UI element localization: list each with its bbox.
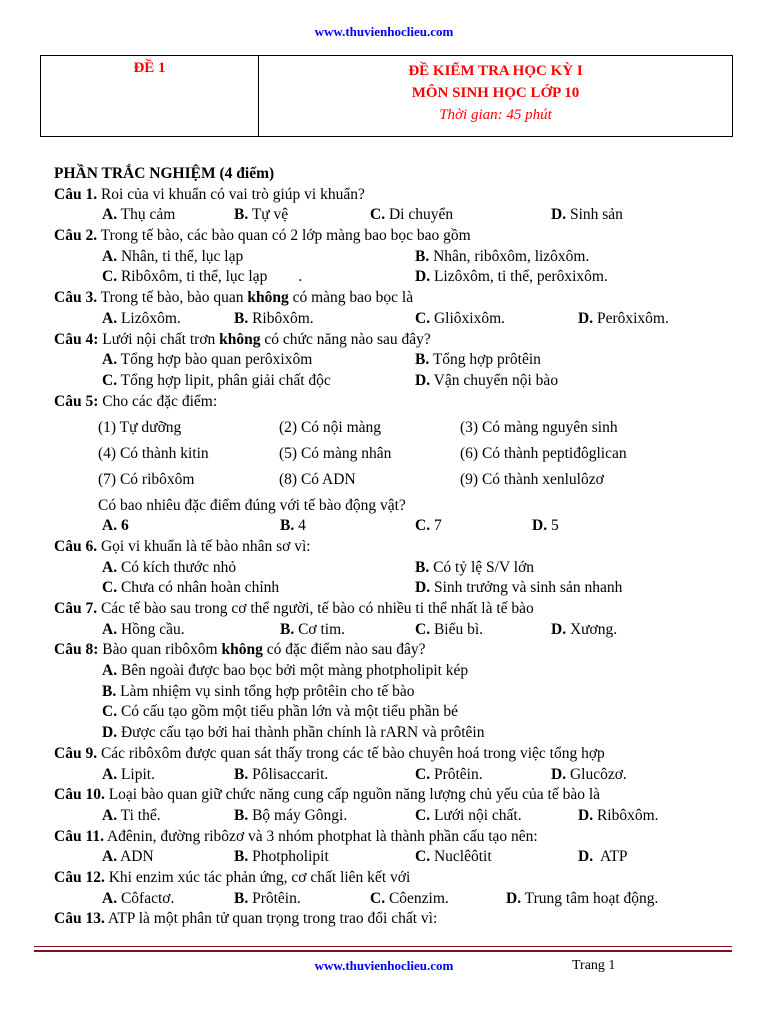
question-stem: Các ribôxôm được quan sát thấy trong các tế bào chuyên hoá trong việc tổng hợp	[97, 744, 605, 762]
exam-header-table	[40, 55, 733, 137]
feature-item: (2) Có nội màng	[279, 418, 382, 436]
options-row	[54, 516, 744, 537]
option-a: A. 6	[102, 517, 129, 535]
question-label: Câu 2.	[54, 227, 98, 245]
question-stem: Khi enzim xúc tác phản ứng, cơ chất liên kết với	[104, 868, 411, 886]
question-label: Câu 13.	[54, 910, 105, 928]
question-label: Câu 11.	[54, 827, 104, 845]
option-d: D. Perôxixôm.	[578, 309, 669, 327]
options-row	[54, 205, 744, 226]
option-a: A. Bên ngoài được bao bọc bởi một màng photpholipit kép	[102, 662, 469, 680]
options-row	[54, 723, 744, 744]
question-label: Câu 12.	[54, 868, 105, 886]
option-c: C. Nuclêôtit	[415, 848, 492, 866]
option-c: C. Chưa có nhân hoàn chỉnh	[102, 579, 280, 597]
option-a: A. Ti thể.	[102, 806, 161, 824]
option-d: D. Sinh sản	[551, 206, 623, 224]
options-row	[54, 620, 744, 641]
question-4	[54, 330, 744, 351]
question-13	[54, 909, 744, 930]
question-stem: ATP là một phân tử quan trọng trong trao đổi chất vì:	[104, 910, 438, 928]
option-b: B. Cơ tim.	[280, 620, 346, 638]
question-stem: Gọi vi khuẩn là tế bào nhân sơ vì:	[97, 537, 311, 555]
question-stem: Trong tế bào, các bào quan có 2 lớp màng bao bọc bao gồm	[97, 227, 471, 245]
question-1	[54, 185, 744, 206]
question-stem: Loại bào quan giữ chức năng cung cấp nguồn năng lượng chủ yếu của tế bào là	[104, 786, 601, 804]
question-6	[54, 537, 744, 558]
option-b: B. Làm nhiệm vụ sinh tổng hợp prôtêin cho tế bào	[102, 682, 415, 700]
option-b: B. Nhân, ribôxôm, lizôxôm.	[415, 247, 590, 265]
feature-item: (1) Tự dưỡng	[98, 418, 182, 436]
option-c: C. Côenzim.	[370, 889, 449, 907]
option-b: B. Tự vệ	[234, 206, 289, 224]
question-stem: Bào quan ribôxôm	[98, 641, 222, 659]
question-stem: có đặc điểm nào sau đây?	[262, 641, 426, 659]
question-stem: Cho các đặc điểm:	[98, 392, 218, 410]
option-c: C. Di chuyển	[370, 206, 454, 224]
options-row	[54, 267, 744, 288]
page-number: Trang 1	[572, 958, 616, 973]
exam-code: ĐỀ 1	[41, 56, 259, 137]
feature-item: (3) Có màng nguyên sinh	[460, 418, 618, 436]
feature-item: (6) Có thành peptiđôglican	[460, 444, 627, 462]
option-c: C. 7	[415, 517, 442, 535]
feature-row	[54, 444, 744, 470]
option-a: A. Thụ cảm	[102, 206, 176, 224]
option-c: C. Ribôxôm, ti thể, lục lạp .	[102, 268, 303, 286]
options-row	[54, 350, 744, 371]
question-keyword: không	[247, 289, 289, 307]
options-row	[54, 702, 744, 723]
exam-time: Thời gian: 45 phút	[439, 107, 552, 123]
option-d: D. Vận chuyển nội bào	[415, 371, 559, 389]
feature-row	[54, 418, 744, 444]
exam-title-cell	[259, 56, 733, 137]
feature-item: (7) Có ribôxôm	[98, 470, 195, 488]
options-row	[54, 247, 744, 268]
option-c: C. Biểu bì.	[415, 620, 484, 638]
option-d: D. Được cấu tạo bởi hai thành phần chính là rARN và prôtêin	[102, 724, 485, 742]
option-b: B. Pôlisaccarit.	[234, 765, 329, 783]
option-a: A. Lipit.	[102, 765, 155, 783]
question-label: Câu 5:	[54, 392, 99, 410]
question-keyword: không	[221, 641, 263, 659]
feature-item: (4) Có thành kitin	[98, 444, 209, 462]
exam-subject: MÔN SINH HỌC LỚP 10	[411, 85, 580, 101]
options-row	[54, 682, 744, 703]
question-7	[54, 599, 744, 620]
option-b: B. Prôtêin.	[234, 889, 301, 907]
question-12	[54, 868, 744, 889]
question-keyword: không	[219, 330, 261, 348]
option-c: C. Có cấu tạo gồm một tiểu phần lớn và một tiểu phần bé	[102, 703, 459, 721]
question-stem: Trong tế bào, bào quan	[97, 289, 248, 307]
option-a: A. Nhân, ti thể, lục lạp	[102, 247, 244, 265]
option-b: B. Ribôxôm.	[234, 309, 314, 327]
site-url-top[interactable]: www.thuvienhoclieu.com	[314, 24, 454, 39]
question-stem: Lưới nội chất trơn	[98, 330, 220, 348]
options-row	[54, 578, 744, 599]
question-subprompt: Có bao nhiêu đặc điểm đúng với tế bào động vật?	[98, 496, 406, 514]
option-b: B. Tổng hợp prôtêin	[415, 351, 541, 369]
question-stem: Các tế bào sau trong cơ thể người, tế bào có nhiều ti thể nhất là tế bào	[97, 600, 534, 617]
option-a: A. Côfactơ.	[102, 889, 175, 907]
option-d: D. Xương.	[551, 620, 618, 638]
option-d: D. 5	[532, 517, 559, 535]
feature-item: (8) Có ADN	[279, 470, 356, 488]
option-d: D. Ribôxôm.	[578, 806, 659, 824]
question-label: Câu 3.	[54, 289, 98, 307]
option-c: C. Prôtêin.	[415, 765, 483, 783]
option-a: A. Lizôxôm.	[102, 309, 181, 327]
exam-title: ĐỀ KIỂM TRA HỌC KỲ I	[408, 63, 583, 79]
section-title: PHẦN TRẮC NGHIỆM (4 điểm)	[54, 165, 275, 182]
option-d: D. Trung tâm hoạt động.	[506, 889, 659, 907]
footer-rule	[34, 950, 732, 952]
option-a: A. Hồng cầu.	[102, 620, 185, 638]
option-d: D. Sinh trưởng và sinh sản nhanh	[415, 579, 623, 597]
option-c: C. Gliôxixôm.	[415, 309, 505, 327]
question-stem: Roi của vi khuẩn có vai trò giúp vi khuẩn?	[97, 185, 365, 203]
option-b: B. Bộ máy Gôngi.	[234, 806, 348, 824]
footer-rule	[34, 946, 732, 947]
options-row	[54, 806, 744, 827]
options-row	[54, 371, 744, 392]
question-stem: Ađênin, đường ribôzơ và 3 nhóm photphat là thành phần cấu tạo nên:	[103, 827, 538, 845]
option-b: B. Có tỷ lệ S/V lớn	[415, 558, 535, 576]
question-2	[54, 226, 744, 247]
question-3	[54, 288, 744, 309]
question-label: Câu 8:	[54, 641, 99, 659]
option-d: D. Glucôzơ.	[551, 765, 627, 783]
site-url-bottom[interactable]: www.thuvienhoclieu.com	[314, 958, 454, 973]
feature-row	[54, 470, 744, 496]
options-row	[54, 765, 744, 786]
question-label: Câu 6.	[54, 537, 98, 555]
question-stem: có màng bao bọc là	[288, 289, 414, 307]
question-5	[54, 392, 744, 418]
question-label: Câu 1.	[54, 185, 98, 203]
options-row	[54, 309, 744, 330]
option-d: D. Lizôxôm, ti thể, perôxixôm.	[415, 268, 608, 286]
option-c: C. Lưới nội chất.	[415, 806, 522, 824]
options-row	[54, 558, 744, 579]
question-label: Câu 4:	[54, 330, 99, 348]
feature-item: (9) Có thành xenlulôzơ	[460, 470, 604, 488]
question-stem: có chức năng nào sau đây?	[260, 330, 431, 348]
question-label: Câu 10.	[54, 786, 105, 804]
question-8	[54, 640, 744, 661]
option-a: A. Tổng hợp bào quan perôxixôm	[102, 351, 313, 369]
options-row	[54, 661, 744, 682]
feature-item: (5) Có màng nhân	[279, 444, 392, 462]
option-b: B. 4	[280, 517, 306, 535]
option-b: B. Photpholipit	[234, 848, 329, 866]
question-label: Câu 9.	[54, 744, 98, 762]
exam-content	[54, 164, 744, 930]
option-a: A. ADN	[102, 848, 154, 866]
question-11	[54, 827, 744, 848]
option-c: C. Tổng hợp lipit, phân giải chất độc	[102, 371, 331, 389]
question-5-sub	[54, 496, 744, 517]
question-label: Câu 7.	[54, 600, 98, 617]
options-row	[54, 847, 744, 868]
options-row	[54, 889, 744, 910]
option-a: A. Có kích thước nhỏ	[102, 558, 237, 576]
question-9	[54, 744, 744, 765]
option-d: D. ATP	[578, 848, 628, 866]
question-10	[54, 785, 744, 806]
